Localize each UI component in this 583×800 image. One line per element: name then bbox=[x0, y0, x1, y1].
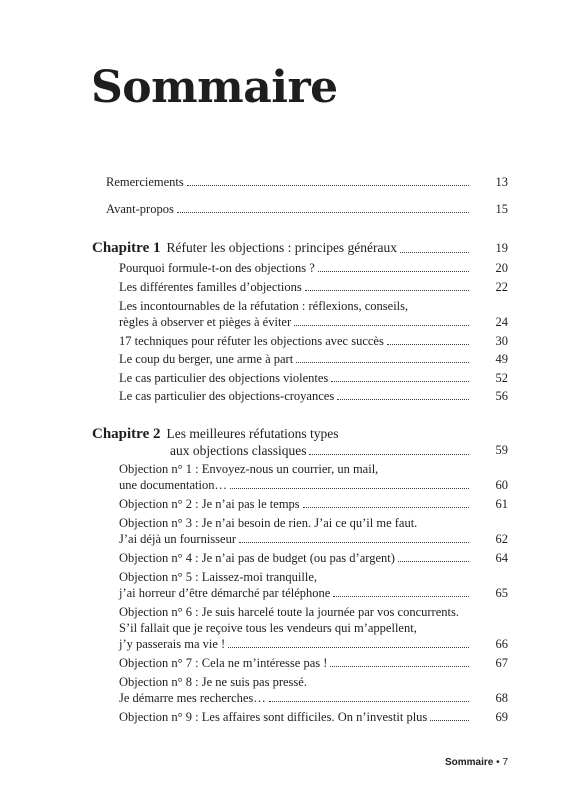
toc-page-number: 24 bbox=[495, 315, 508, 329]
dot-leader bbox=[230, 488, 469, 489]
footer-page-number: 7 bbox=[502, 757, 508, 768]
toc-entry-label: Avant-propos bbox=[106, 202, 174, 216]
chapter-label: Chapitre 2 bbox=[92, 426, 161, 442]
toc-page-number: 19 bbox=[495, 241, 508, 255]
dot-leader bbox=[331, 381, 469, 382]
chapter-title-line: Les meilleures réfutations types bbox=[166, 426, 339, 441]
footer-section: Sommaire bbox=[445, 757, 494, 768]
toc-page-number: 15 bbox=[495, 202, 508, 216]
toc-entry-label: Le coup du berger, une arme à part bbox=[119, 352, 294, 366]
toc-page-number: 67 bbox=[495, 656, 508, 670]
toc-entry-label: Pourquoi formule-t-on des objections ? bbox=[119, 261, 315, 275]
toc-entry[interactable] bbox=[119, 550, 508, 566]
toc-page-number: 69 bbox=[495, 710, 508, 724]
toc-entry[interactable] bbox=[119, 585, 508, 601]
dot-leader bbox=[318, 271, 469, 272]
toc-entry-line: Les incontournables de la réfutation : réflexions, conseils, bbox=[119, 299, 409, 313]
dot-leader bbox=[294, 325, 469, 326]
toc-entry-line: Objection n° 6 : Je suis harcelé toute la journée par vos concurrents. bbox=[119, 605, 459, 619]
toc-chapter-2-heading bbox=[92, 425, 339, 443]
toc-page-number: 65 bbox=[495, 586, 508, 600]
toc-entry[interactable] bbox=[119, 477, 508, 493]
dot-leader bbox=[400, 252, 469, 253]
dot-leader bbox=[303, 507, 469, 508]
toc-page-number: 13 bbox=[495, 175, 508, 189]
dot-leader bbox=[269, 701, 469, 702]
toc-chapter-1[interactable] bbox=[92, 239, 508, 257]
toc-entry[interactable] bbox=[119, 709, 508, 725]
toc-entry-label: j’y passerais ma vie ! bbox=[119, 637, 226, 651]
chapter-label: Chapitre 1 bbox=[92, 240, 161, 256]
dot-leader bbox=[296, 362, 469, 363]
footer-separator: • bbox=[496, 757, 500, 768]
page-footer bbox=[445, 757, 508, 768]
toc-entry-line: S’il fallait que je reçoive tous les vendeurs qui m’appellent, bbox=[119, 621, 417, 635]
toc-entry[interactable] bbox=[119, 351, 508, 367]
toc-page-number: 52 bbox=[495, 371, 508, 385]
toc-entry[interactable] bbox=[119, 314, 508, 330]
toc-entry-label: Le cas particulier des objections-croyances bbox=[119, 389, 335, 403]
toc-entry-label: une documentation… bbox=[119, 478, 227, 492]
toc-entry-remerciements[interactable] bbox=[106, 174, 508, 190]
toc-page-number: 49 bbox=[495, 352, 508, 366]
toc-page-number: 56 bbox=[495, 389, 508, 403]
dot-leader bbox=[337, 399, 469, 400]
chapter-title-line: aux objections classiques bbox=[170, 443, 307, 458]
dot-leader bbox=[305, 290, 469, 291]
toc-entry-label: Objection n° 2 : Je n’ai pas le temps bbox=[119, 497, 300, 511]
toc-page-number: 66 bbox=[495, 637, 508, 651]
toc-entry-label: règles à observer et pièges à éviter bbox=[119, 315, 292, 329]
dot-leader bbox=[398, 561, 469, 562]
toc-entry[interactable] bbox=[119, 531, 508, 547]
dot-leader bbox=[387, 344, 469, 345]
toc-entry-label: Remerciements bbox=[106, 175, 184, 189]
toc-entry-label: Objection n° 4 : Je n’ai pas de budget (ou pas d’argent) bbox=[119, 551, 395, 565]
toc-entry[interactable] bbox=[119, 279, 508, 295]
toc-entry-avant-propos[interactable] bbox=[106, 201, 508, 217]
toc-entry[interactable] bbox=[119, 496, 508, 512]
toc-entry-line: Objection n° 5 : Laissez-moi tranquille, bbox=[119, 570, 318, 584]
toc-entry-label: j’ai horreur d’être démarché par téléphone bbox=[119, 586, 331, 600]
toc-page-number: 20 bbox=[495, 261, 508, 275]
dot-leader bbox=[330, 666, 469, 667]
toc-chapter-2[interactable] bbox=[170, 442, 508, 459]
toc-entry[interactable] bbox=[119, 655, 508, 671]
toc-entry-label: 17 techniques pour réfuter les objections avec succès bbox=[119, 334, 384, 348]
toc-page-number: 61 bbox=[495, 497, 508, 511]
toc-entry[interactable] bbox=[119, 690, 508, 706]
toc-page-number: 30 bbox=[495, 334, 508, 348]
dot-leader bbox=[309, 454, 469, 455]
dot-leader bbox=[228, 647, 469, 648]
toc-entry-label: Les différentes familles d’objections bbox=[119, 280, 302, 294]
toc-page-number: 59 bbox=[495, 443, 508, 457]
toc-entry-line: Objection n° 8 : Je ne suis pas pressé. bbox=[119, 675, 307, 689]
toc-entry[interactable] bbox=[119, 370, 508, 386]
toc-entry-label: J’ai déjà un fournisseur bbox=[119, 532, 236, 546]
toc-page-number: 60 bbox=[495, 478, 508, 492]
dot-leader bbox=[430, 720, 469, 721]
toc-page-number: 64 bbox=[495, 551, 508, 565]
toc-entry[interactable] bbox=[119, 636, 508, 652]
dot-leader bbox=[177, 212, 469, 213]
dot-leader bbox=[239, 542, 469, 543]
toc-entry-label: Le cas particulier des objections violentes bbox=[119, 371, 329, 385]
toc-entry-label: Objection n° 7 : Cela ne m’intéresse pas ! bbox=[119, 656, 328, 670]
toc-page-number: 68 bbox=[495, 691, 508, 705]
toc-entry-line: Objection n° 1 : Envoyez-nous un courrier, un mail, bbox=[119, 462, 379, 476]
page-title: Sommaire bbox=[91, 62, 338, 113]
dot-leader bbox=[333, 596, 469, 597]
toc-page-number: 62 bbox=[495, 532, 508, 546]
chapter-title: Réfuter les objections : principes généraux bbox=[166, 240, 398, 255]
toc-entry[interactable] bbox=[119, 260, 508, 276]
toc-entry[interactable] bbox=[119, 333, 508, 349]
toc-entry-line: Objection n° 3 : Je n’ai besoin de rien. J’ai ce qu’il me faut. bbox=[119, 516, 418, 530]
toc-entry-label: Objection n° 9 : Les affaires sont difficiles. On n’investit plus bbox=[119, 710, 428, 724]
toc-page-number: 22 bbox=[495, 280, 508, 294]
toc-entry-label: Je démarre mes recherches… bbox=[119, 691, 266, 705]
dot-leader bbox=[187, 185, 469, 186]
toc-entry[interactable] bbox=[119, 388, 508, 404]
